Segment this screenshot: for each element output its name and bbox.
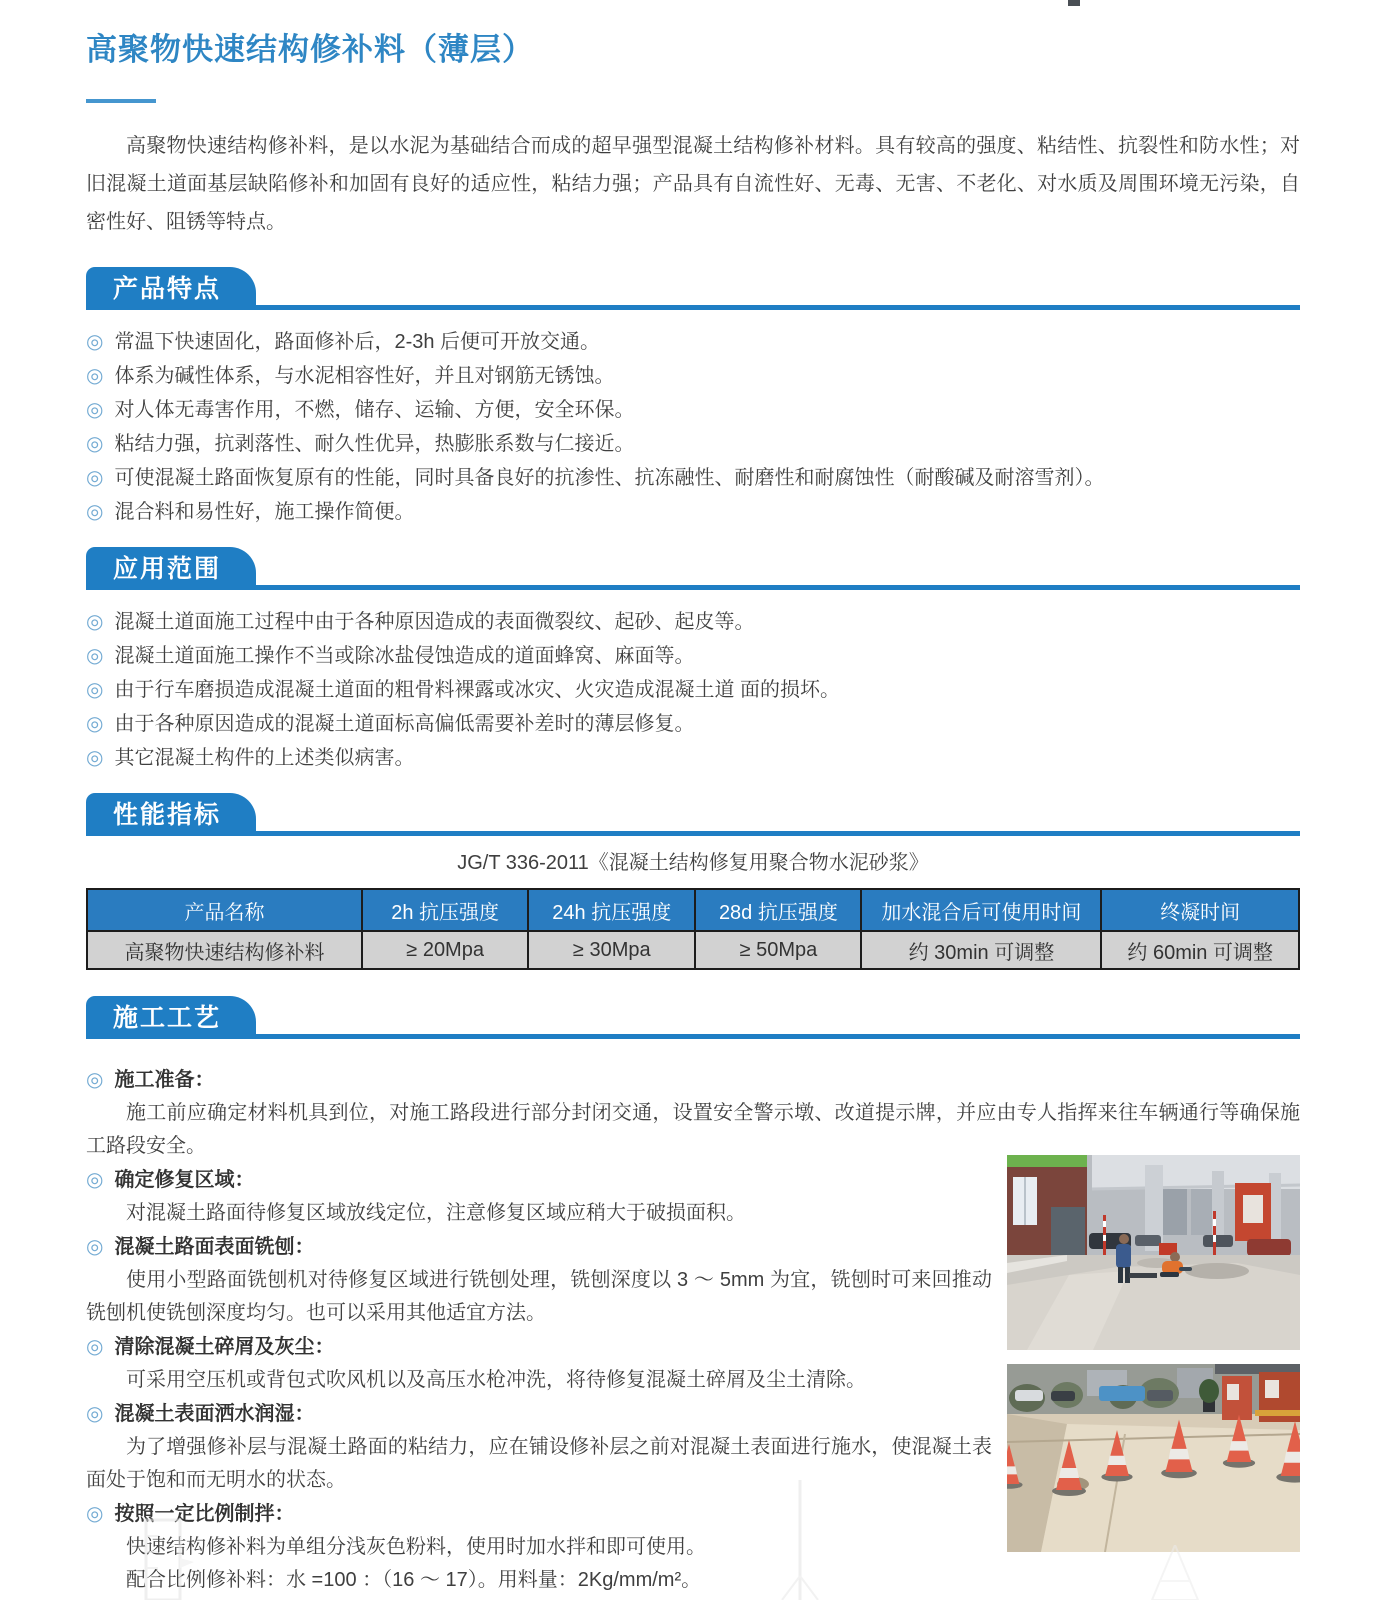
ring-bullet-icon: ◎ bbox=[86, 1236, 104, 1258]
step-body: 为了增强修补层与混凝土路面的粘结力，应在铺设修补层之前对混凝土表面进行施水，使混凝土表面处于饱和而无明水的状态。 bbox=[86, 1436, 992, 1491]
section-rule bbox=[86, 831, 1300, 836]
step-label: 混凝土表面洒水润湿： bbox=[114, 1403, 315, 1425]
section-header-features bbox=[86, 263, 1300, 310]
table-cell: ≥ 20Mpa bbox=[362, 931, 528, 969]
page-edge-artifact bbox=[1068, 0, 1080, 6]
section-tab-features: 产品特点 bbox=[86, 267, 256, 310]
process-step bbox=[86, 1397, 992, 1431]
application-text: 混凝土道面施工过程中由于各种原因造成的表面微裂纹、起砂、起皮等。 bbox=[114, 611, 755, 633]
column-header: 24h 抗压强度 bbox=[528, 889, 695, 931]
table-row bbox=[87, 931, 1299, 969]
ring-bullet-icon: ◎ bbox=[86, 679, 104, 701]
column-header: 2h 抗压强度 bbox=[362, 889, 528, 931]
table-cell: 高聚物快速结构修补料 bbox=[87, 931, 362, 969]
application-text: 混凝土道面施工操作不当或除冰盐侵蚀造成的道面蜂窝、麻面等。 bbox=[114, 645, 695, 667]
features-list bbox=[86, 325, 1300, 529]
list-item bbox=[86, 707, 1300, 741]
process-content bbox=[86, 1063, 1300, 1597]
process-step bbox=[86, 1330, 992, 1364]
standard-caption: JG/T 336-2011《混凝土结构修复用聚合物水泥砂浆》 bbox=[457, 852, 929, 874]
feature-text: 体系为碱性体系，与水泥相容性好，并且对钢筋无锈蚀。 bbox=[114, 365, 615, 387]
list-item bbox=[86, 461, 1300, 495]
column-header: 28d 抗压强度 bbox=[695, 889, 861, 931]
section-rule bbox=[86, 1034, 1300, 1039]
table-header-row bbox=[87, 889, 1299, 931]
feature-text: 混合料和易性好，施工操作简便。 bbox=[114, 501, 415, 523]
list-item bbox=[86, 605, 1300, 639]
ring-bullet-icon: ◎ bbox=[86, 501, 104, 523]
section-tab-process: 施工工艺 bbox=[86, 996, 256, 1039]
feature-text: 对人体无毒害作用，不燃，储存、运输、方便，安全环保。 bbox=[114, 399, 635, 421]
ring-bullet-icon: ◎ bbox=[86, 399, 104, 421]
step-body: 配合比例修补料：水 =100 ：（16 ～ 17）。用料量：2Kg/mm/m²。 bbox=[126, 1569, 702, 1591]
photo-pavement-repair bbox=[1007, 1155, 1300, 1350]
column-header: 终凝时间 bbox=[1101, 889, 1299, 931]
list-item bbox=[86, 427, 1300, 461]
page-title: 高聚物快速结构修补料（薄层） bbox=[86, 32, 534, 67]
list-item bbox=[86, 741, 1300, 775]
section-header-process bbox=[86, 992, 1300, 1039]
photo-pavement-repair-graphic bbox=[1007, 1155, 1300, 1350]
process-step bbox=[86, 1163, 992, 1197]
ring-bullet-icon: ◎ bbox=[86, 433, 104, 455]
application-text: 其它混凝土构件的上述类似病害。 bbox=[114, 747, 415, 769]
title-underline bbox=[86, 99, 156, 103]
step-body: 施工前应确定材料机具到位，对施工路段进行部分封闭交通，设置安全警示墩、改道提示牌，并应由专人指挥来往车辆通行等确保施工路段安全。 bbox=[86, 1102, 1300, 1157]
ring-bullet-icon: ◎ bbox=[86, 747, 104, 769]
step-label: 施工准备： bbox=[114, 1069, 215, 1091]
table-cell: 约 30min 可调整 bbox=[861, 931, 1101, 969]
table-cell: ≥ 50Mpa bbox=[695, 931, 861, 969]
column-header: 加水混合后可使用时间 bbox=[861, 889, 1101, 931]
feature-text: 粘结力强，抗剥落性、耐久性优异，热膨胀系数与仁接近。 bbox=[114, 433, 635, 455]
site-photos-column bbox=[1007, 1155, 1300, 1552]
photo-traffic-cones bbox=[1007, 1364, 1300, 1552]
list-item bbox=[86, 393, 1300, 427]
process-step bbox=[86, 1497, 992, 1531]
section-tab-applications: 应用范围 bbox=[86, 547, 256, 590]
step-label: 按照一定比例制拌： bbox=[114, 1503, 295, 1525]
process-step bbox=[86, 1230, 992, 1264]
list-item bbox=[86, 639, 1300, 673]
ring-bullet-icon: ◎ bbox=[86, 645, 104, 667]
performance-table bbox=[86, 888, 1300, 970]
step-label: 确定修复区域： bbox=[114, 1169, 255, 1191]
list-item bbox=[86, 325, 1300, 359]
ring-bullet-icon: ◎ bbox=[86, 467, 104, 489]
ring-bullet-icon: ◎ bbox=[86, 365, 104, 387]
application-text: 由于各种原因造成的混凝土道面标高偏低需要补差时的薄层修复。 bbox=[114, 713, 695, 735]
section-rule bbox=[86, 585, 1300, 590]
ring-bullet-icon: ◎ bbox=[86, 611, 104, 633]
step-body: 快速结构修补料为单组分浅灰色粉料，使用时加水拌和即可使用。 bbox=[126, 1536, 706, 1558]
table-cell: ≥ 30Mpa bbox=[528, 931, 695, 969]
table-cell: 约 60min 可调整 bbox=[1101, 931, 1299, 969]
ring-bullet-icon: ◎ bbox=[86, 1403, 104, 1425]
step-label: 混凝土路面表面铣刨： bbox=[114, 1236, 315, 1258]
list-item bbox=[86, 495, 1300, 529]
ring-bullet-icon: ◎ bbox=[86, 331, 104, 353]
ring-bullet-icon: ◎ bbox=[86, 1169, 104, 1191]
section-tab-performance: 性能指标 bbox=[86, 793, 256, 836]
list-item bbox=[86, 673, 1300, 707]
photo-traffic-cones-graphic bbox=[1007, 1364, 1300, 1552]
step-label: 清除混凝土碎屑及灰尘： bbox=[114, 1336, 335, 1358]
section-header-applications bbox=[86, 543, 1300, 590]
list-item bbox=[86, 359, 1300, 393]
ring-bullet-icon: ◎ bbox=[86, 1069, 104, 1091]
feature-text: 常温下快速固化，路面修补后，2-3h 后便可开放交通。 bbox=[114, 331, 601, 353]
column-header: 产品名称 bbox=[87, 889, 362, 931]
ring-bullet-icon: ◎ bbox=[86, 713, 104, 735]
section-rule bbox=[86, 305, 1300, 310]
feature-text: 可使混凝土路面恢复原有的性能，同时具备良好的抗渗性、抗冻融性、耐磨性和耐腐蚀性（耐酸碱及耐溶雪剂）。 bbox=[114, 467, 1105, 489]
step-body: 使用小型路面铣刨机对待修复区域进行铣刨处理，铣刨深度以 3 ～ 5mm 为宜，铣刨时可来回推动铣刨机使铣刨深度均匀。也可以采用其他适宜方法。 bbox=[86, 1269, 992, 1324]
ring-bullet-icon: ◎ bbox=[86, 1503, 104, 1525]
process-step bbox=[86, 1063, 1300, 1097]
intro-paragraph: 高聚物快速结构修补料，是以水泥为基础结合而成的超早强型混凝土结构修补材料。具有较高的强度、粘结性、抗裂性和防水性；对旧混凝土道面基层缺陷修补和加固有良好的适应性，粘结力强；产品具有自流性好、无毒、无害、不老化、对水质及周围环境无污染，自密性好、阻锈等特点。 bbox=[86, 135, 1300, 233]
step-body: 可采用空压机或背包式吹风机以及高压水枪冲洗，将待修复混凝土碎屑及尘土清除。 bbox=[126, 1369, 866, 1391]
section-header-performance bbox=[86, 789, 1300, 836]
application-text: 由于行车磨损造成混凝土道面的粗骨料裸露或冰灾、火灾造成混凝土道 面的损坏。 bbox=[114, 679, 841, 701]
ring-bullet-icon: ◎ bbox=[86, 1336, 104, 1358]
step-body: 对混凝土路面待修复区域放线定位，注意修复区域应稍大于破损面积。 bbox=[126, 1202, 746, 1224]
applications-list bbox=[86, 605, 1300, 775]
